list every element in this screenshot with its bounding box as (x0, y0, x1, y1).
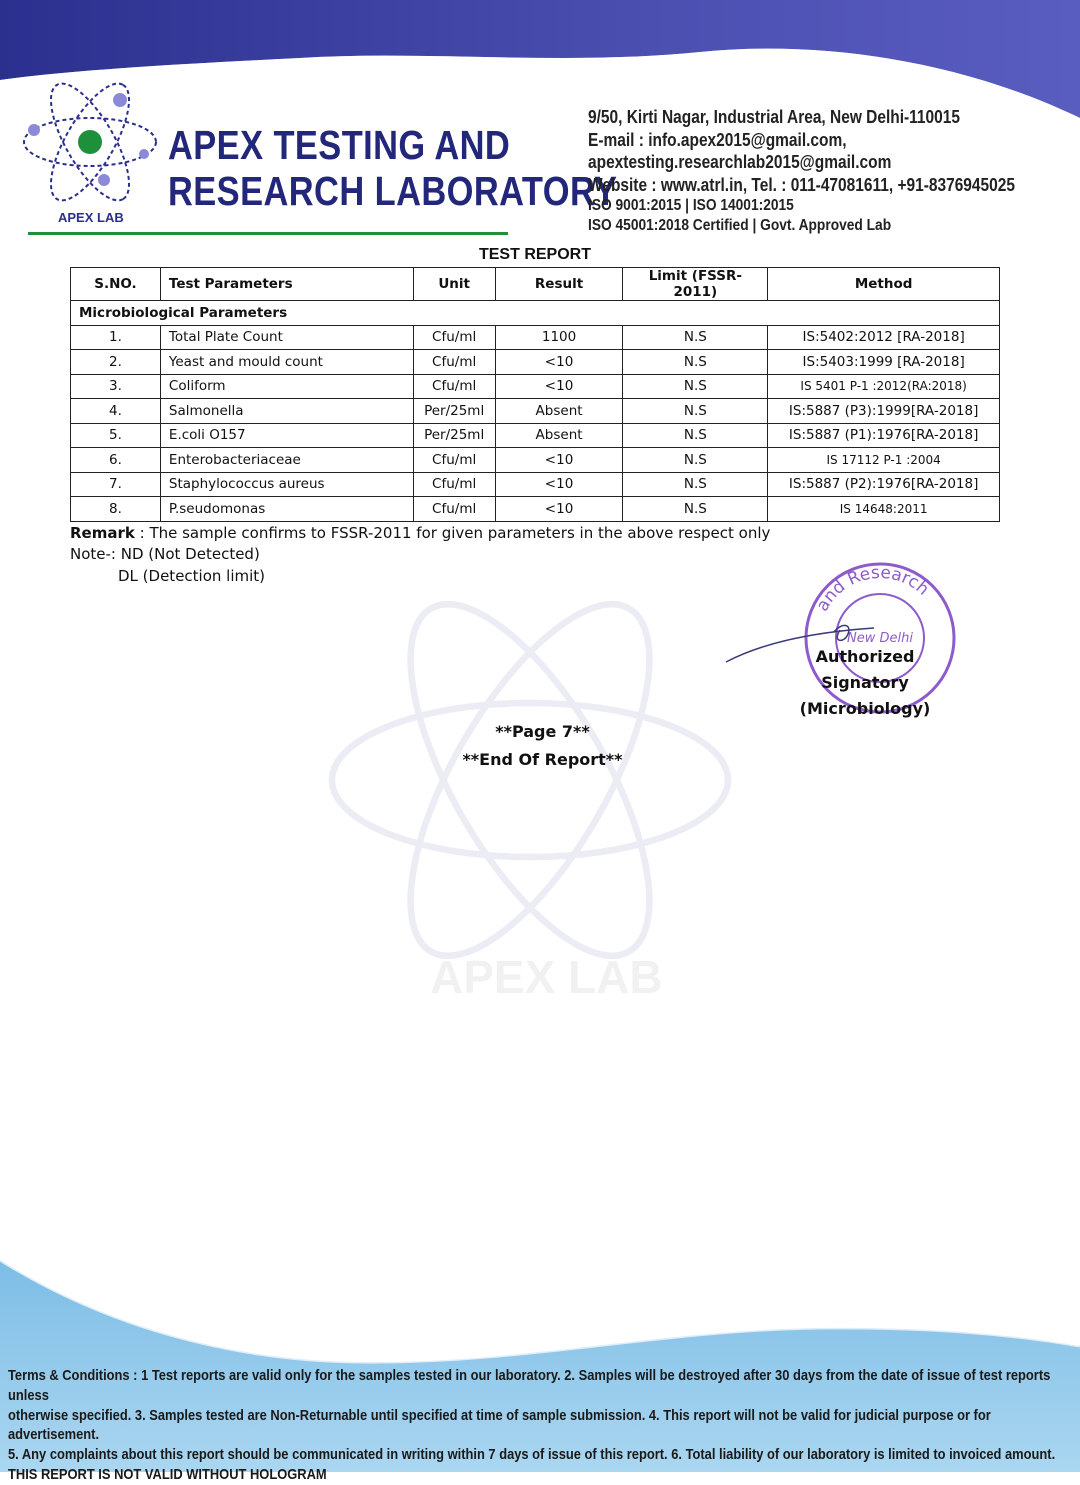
result-cell: <10 (495, 472, 623, 497)
parameter-cell: Enterobacteriaceae (160, 448, 413, 473)
table-row (71, 423, 1000, 448)
result-cell: Absent (495, 423, 623, 448)
email-line-1: E-mail : info.apex2015@gmail.com, (588, 129, 847, 150)
remark (70, 523, 770, 544)
lab-name (168, 122, 617, 214)
method-cell: IS:5403:1999 [RA-2018] (768, 350, 1000, 375)
lab-name-line-2: RESEARCH LABORATORY (168, 168, 618, 214)
method-cell: IS:5887 (P2):1976[RA-2018] (768, 472, 1000, 497)
table-row (71, 325, 1000, 350)
stamp-text-top: and Research (812, 562, 933, 615)
report-title: TEST REPORT (478, 246, 591, 263)
unit-cell: Cfu/ml (413, 448, 495, 473)
limit-cell: N.S (623, 325, 768, 350)
cert-line-2: ISO 45001:2018 Certified | Govt. Approved Lab (588, 217, 892, 234)
unit-cell: Per/25ml (413, 399, 495, 424)
signatory-title: Authorized Signatory (815, 647, 915, 692)
sno-cell: 2. (71, 350, 161, 375)
column-header: Unit (413, 268, 495, 301)
unit-cell: Cfu/ml (413, 350, 495, 375)
limit-cell: N.S (623, 374, 768, 399)
limit-cell: N.S (623, 497, 768, 522)
method-cell: IS 17112 P-1 :2004 (768, 448, 1000, 473)
method-cell: IS 5401 P-1 :2012(RA:2018) (768, 374, 1000, 399)
sno-cell: 8. (71, 497, 161, 522)
note-line-1: Note-: ND (Not Detected) (70, 545, 260, 563)
stamp-text-mid: New Delhi (847, 631, 913, 646)
column-header: S.NO. (71, 268, 161, 301)
method-cell: IS:5887 (P3):1999[RA-2018] (768, 399, 1000, 424)
method-cell: IS 14648:2011 (768, 497, 1000, 522)
signatory-department: (Microbiology) (799, 699, 931, 718)
method-cell: IS:5402:2012 [RA-2018] (768, 325, 1000, 350)
column-header: Result (495, 268, 623, 301)
terms-line-1: Terms & Conditions : 1 Test reports are valid only for the samples tested in our laboratory. 2. Samples will be destroyed after 30 days from the date of issue of test reports unless (8, 1367, 1051, 1404)
logo-caption: APEX LAB (58, 210, 124, 225)
parameter-cell: E.coli O157 (160, 423, 413, 448)
sno-cell: 4. (71, 399, 161, 424)
limit-cell: N.S (623, 472, 768, 497)
address: 9/50, Kirti Nagar, Industrial Area, New Delhi-110015 (588, 107, 960, 127)
lab-name-line-1: APEX TESTING AND (168, 122, 511, 168)
parameter-cell: Yeast and mould count (160, 350, 413, 375)
parameter-cell: Coliform (160, 374, 413, 399)
terms-line-4: THIS REPORT IS NOT VALID WITHOUT HOLOGRAM (8, 1465, 327, 1483)
limit-cell: N.S (623, 399, 768, 424)
remark-label: Remark (70, 524, 135, 542)
sno-cell: 5. (71, 423, 161, 448)
atom-logo-icon (20, 62, 160, 232)
page-footer-labels (0, 718, 1080, 774)
column-header: Test Parameters (160, 268, 413, 301)
unit-cell: Per/25ml (413, 423, 495, 448)
parameter-cell: Salmonella (160, 399, 413, 424)
result-cell: <10 (495, 448, 623, 473)
result-cell: Absent (495, 399, 623, 424)
column-header: Method (768, 268, 1000, 301)
end-of-report: **End Of Report** (462, 750, 623, 769)
sno-cell: 3. (71, 374, 161, 399)
results-table (70, 267, 1000, 522)
table-row (71, 350, 1000, 375)
table-row (71, 497, 1000, 522)
terms-and-conditions (8, 1366, 1074, 1485)
terms-line-2: otherwise specified. 3. Samples tested are Non-Returnable until specified at time of sample submission. 4. This report will not be valid for judicial purpose or for advertisement. (8, 1406, 991, 1444)
website-phone: Website : www.atrl.in, Tel. : 011-47081611, +91-8376945025 (588, 174, 1015, 195)
limit-cell: N.S (623, 350, 768, 375)
table-row (71, 472, 1000, 497)
remark-text: : The sample confirms to FSSR-2011 for given parameters in the above respect only (134, 524, 771, 542)
limit-cell: N.S (623, 423, 768, 448)
result-cell: <10 (495, 350, 623, 375)
page-number: **Page 7** (495, 722, 590, 741)
sno-cell: 6. (71, 448, 161, 473)
parameter-cell: Total Plate Count (160, 325, 413, 350)
table-row (71, 448, 1000, 473)
unit-cell: Cfu/ml (413, 472, 495, 497)
result-cell: <10 (495, 374, 623, 399)
column-header: Limit (FSSR-2011) (623, 268, 768, 301)
result-cell: <10 (495, 497, 623, 522)
cert-line-1: ISO 9001:2015 | ISO 14001:2015 (588, 197, 794, 214)
result-cell: 1100 (495, 325, 623, 350)
limit-cell: N.S (623, 448, 768, 473)
watermark-text: APEX LAB (430, 951, 663, 1003)
email-line-2: apextesting.researchlab2015@gmail.com (588, 152, 892, 172)
sno-cell: 7. (71, 472, 161, 497)
method-cell: IS:5887 (P1):1976[RA-2018] (768, 423, 1000, 448)
authorized-signatory (770, 644, 960, 722)
svg-text:and Research (813, 563, 933, 615)
contact-block (588, 106, 1015, 236)
atom-watermark (310, 560, 750, 1000)
unit-cell: Cfu/ml (413, 497, 495, 522)
terms-line-3: 5. Any complaints about this report should be communicated in writing within 7 days of issue of this report. 6. Total liability of our laboratory is limited to invoiced amount. (8, 1446, 1056, 1464)
table-header-row (71, 268, 1000, 301)
unit-cell: Cfu/ml (413, 374, 495, 399)
header-divider (28, 232, 508, 235)
parameter-cell: P.seudomonas (160, 497, 413, 522)
unit-cell: Cfu/ml (413, 325, 495, 350)
table-row (71, 399, 1000, 424)
table-row (71, 374, 1000, 399)
section-title: Microbiological Parameters (71, 301, 1000, 326)
section-row (71, 301, 1000, 326)
parameter-cell: Staphylococcus aureus (160, 472, 413, 497)
sno-cell: 1. (71, 325, 161, 350)
note-line-2: DL (Detection limit) (118, 567, 266, 585)
